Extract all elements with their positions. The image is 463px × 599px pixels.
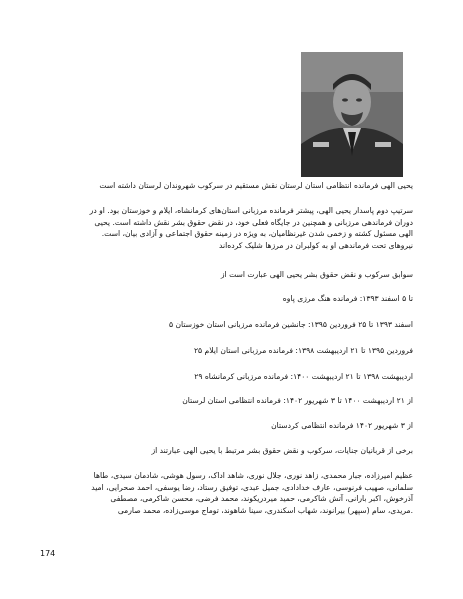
portrait-icon xyxy=(301,52,403,177)
victims-line: عظیم امیرزاده، جبار محمدی، زاهد نوری، جلال نوری، شاهد اداک، رسول هوشی، شادمان سیدی، طاها xyxy=(93,471,413,480)
portrait-photo xyxy=(301,52,403,177)
record-item: فروردین ۱۳۹۵ تا ۲۱ اردیبهشت ۱۳۹۸: فرمانده مرزبانی استان ایلام ۲۵ xyxy=(193,346,413,355)
record-item: اسفند ۱۳۹۳ تا ۲۵ فروردین ۱۳۹۵: جانشین فرمانده مرزبانی استان خوزستان ۵ xyxy=(168,320,413,329)
victims-line: سلمانی، صهیب فرنوسی، عارف خدادادی، جمیل عبدی، توفیق رستاد، رضا یوسفی، احمد صحرایی، امید xyxy=(91,482,413,492)
victims-line: .مریدی، سام (سپهر) بیرانوند، شهاب اسکندری، سینا شاهوند، توماج موسی‌زاده، محمد صارمی xyxy=(117,505,413,515)
record-item: اردیبهشت ۱۳۹۸ تا ۲۱ اردیبهشت ۱۴۰۰: فرمانده مرزبانی کرمانشاه ۲۹ xyxy=(194,372,413,381)
page-number: 174 xyxy=(40,549,56,558)
record-item: از ۳ شهریور ۱۴۰۲ فرمانده انتظامی کردستان xyxy=(271,421,413,430)
victims-intro: برخی از قربانیان جنایات، سرکوب و نقض حقوق بشر مرتبط با یحیی الهی عبارتند از xyxy=(151,446,413,455)
record-item: از ۲۱ اردیبهشت ۱۴۰۰ تا ۳ شهریور ۱۴۰۲: فرمانده انتظامی استان لرستان xyxy=(182,396,413,405)
victims-line: آذرخوش، اکبر بارانی، آتش شاکرمی، حمید میردریکوند، محمد فرضی، محسن شاکرمی، مصطفی xyxy=(110,494,413,503)
record-item: تا ۵ اسفند ۱۳۹۳: فرمانده هنگ مرزی پاوه xyxy=(282,294,413,303)
victims-list xyxy=(50,470,413,516)
bio-line: سرتیپ دوم پاسدار یحیی الهی، پیشتر فرمانده مرزبانی استان‌های کرمانشاه، ایلام و خوزستان بود. او در xyxy=(89,206,413,215)
bio-paragraph xyxy=(50,205,413,251)
record-intro: سوابق سرکوب و نقض حقوق بشر یحیی الهی عبارت است از xyxy=(220,270,413,279)
bio-line: الهی مسئول کشته و زخمی شدن غیرنظامیان، به ویژه در زمینه حقوق اجتماعی و آزادی بیان، است. xyxy=(101,229,413,238)
bio-line: نیروهای تحت فرماندهی او به کولبران در مرزها شلیک کرده‌اند xyxy=(219,240,413,250)
photo-caption: یحیی الهی فرمانده انتظامی استان لرستان نقش مستقیم در سرکوب شهروندان لرستان داشته است xyxy=(99,181,413,190)
bio-line: دوران فرماندهی مرزبانی و همچنین در جایگاه فعلی خود، در نقض حقوق بشر نقش داشته است. یحیی xyxy=(94,217,413,227)
